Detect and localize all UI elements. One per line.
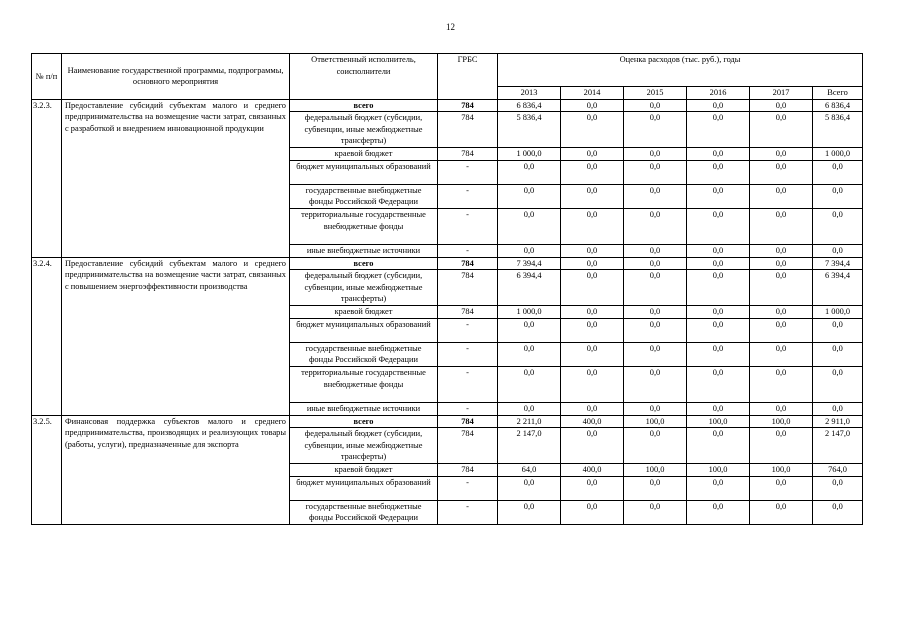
expenditure-table (31, 53, 863, 525)
grbs-code: 784 (438, 428, 498, 464)
header-year: 2016 (687, 87, 750, 100)
header-year: 2017 (750, 87, 813, 100)
value-year: 0,0 (624, 208, 687, 244)
value-year: 0,0 (561, 99, 624, 112)
funding-source: территориальные государственные внебюджетные фонды (290, 366, 438, 402)
value-year: 0,0 (561, 208, 624, 244)
value-year: 0,0 (498, 160, 561, 184)
value-total: 7 394,4 (813, 257, 863, 270)
value-year: 0,0 (561, 318, 624, 342)
grbs-code: - (438, 342, 498, 366)
value-year: 0,0 (498, 366, 561, 402)
header-num: № п/п (32, 54, 62, 100)
value-total: 0,0 (813, 318, 863, 342)
value-total: 6 394,4 (813, 270, 863, 306)
grbs-code: 784 (438, 270, 498, 306)
value-year: 0,0 (750, 160, 813, 184)
value-year: 100,0 (687, 415, 750, 428)
value-year: 0,0 (561, 184, 624, 208)
value-year: 0,0 (624, 500, 687, 524)
value-year: 0,0 (498, 476, 561, 500)
value-year: 0,0 (750, 208, 813, 244)
grbs-code: 784 (438, 148, 498, 161)
value-year: 0,0 (750, 257, 813, 270)
value-year: 100,0 (750, 464, 813, 477)
table-header (32, 54, 863, 100)
value-year: 0,0 (498, 342, 561, 366)
grbs-code: - (438, 160, 498, 184)
value-total: 0,0 (813, 476, 863, 500)
value-year: 0,0 (561, 244, 624, 257)
value-year: 0,0 (687, 306, 750, 319)
value-year: 100,0 (624, 464, 687, 477)
value-year: 0,0 (561, 160, 624, 184)
value-year: 0,0 (750, 184, 813, 208)
value-year: 0,0 (750, 402, 813, 415)
value-year: 0,0 (750, 112, 813, 148)
value-total: 6 836,4 (813, 99, 863, 112)
value-year: 5 836,4 (498, 112, 561, 148)
value-year: 0,0 (687, 342, 750, 366)
grbs-code: 784 (438, 257, 498, 270)
value-year: 0,0 (624, 270, 687, 306)
value-year: 2 211,0 (498, 415, 561, 428)
value-total: 0,0 (813, 184, 863, 208)
value-year: 0,0 (561, 257, 624, 270)
value-total: 0,0 (813, 402, 863, 415)
funding-source: территориальные государственные внебюджетные фонды (290, 208, 438, 244)
funding-source: краевой бюджет (290, 148, 438, 161)
value-year: 0,0 (624, 112, 687, 148)
value-year: 0,0 (561, 476, 624, 500)
grbs-code: - (438, 402, 498, 415)
value-year: 0,0 (624, 257, 687, 270)
value-year: 7 394,4 (498, 257, 561, 270)
value-year: 0,0 (687, 244, 750, 257)
funding-source: краевой бюджет (290, 464, 438, 477)
funding-source: иные внебюджетные источники (290, 402, 438, 415)
value-year: 0,0 (498, 402, 561, 415)
value-year: 0,0 (687, 257, 750, 270)
value-year: 0,0 (687, 476, 750, 500)
value-year: 0,0 (561, 148, 624, 161)
value-year: 0,0 (750, 318, 813, 342)
header-grbs: ГРБС (438, 54, 498, 100)
header-responsible: Ответственный исполнитель, соисполнители (290, 54, 438, 100)
value-year: 0,0 (561, 270, 624, 306)
value-year: 6 836,4 (498, 99, 561, 112)
value-year: 0,0 (687, 428, 750, 464)
value-year: 0,0 (498, 208, 561, 244)
funding-source: государственные внебюджетные фонды Российской Федерации (290, 500, 438, 524)
table-row (32, 415, 863, 428)
value-total: 0,0 (813, 160, 863, 184)
grbs-code: - (438, 184, 498, 208)
value-year: 0,0 (750, 270, 813, 306)
value-year: 0,0 (561, 428, 624, 464)
grbs-code: 784 (438, 415, 498, 428)
value-year: 0,0 (624, 184, 687, 208)
value-total: 0,0 (813, 342, 863, 366)
value-total: 0,0 (813, 500, 863, 524)
header-year: 2014 (561, 87, 624, 100)
value-year: 0,0 (750, 366, 813, 402)
header-year: 2015 (624, 87, 687, 100)
grbs-code: - (438, 366, 498, 402)
table-body (32, 99, 863, 524)
funding-source: федеральный бюджет (субсидии, субвенции, иные межбюджетные трансферты) (290, 270, 438, 306)
value-year: 1 000,0 (498, 306, 561, 319)
funding-source: всего (290, 415, 438, 428)
item-number: 3.2.3. (32, 99, 62, 257)
grbs-code: 784 (438, 306, 498, 319)
value-year: 0,0 (750, 244, 813, 257)
value-year: 0,0 (561, 500, 624, 524)
value-year: 0,0 (624, 428, 687, 464)
funding-source: государственные внебюджетные фонды Российской Федерации (290, 184, 438, 208)
value-year: 0,0 (561, 342, 624, 366)
funding-source: федеральный бюджет (субсидии, субвенции, иные межбюджетные трансферты) (290, 112, 438, 148)
value-year: 0,0 (624, 366, 687, 402)
funding-source: бюджет муниципальных образований (290, 160, 438, 184)
value-year: 0,0 (561, 306, 624, 319)
value-year: 0,0 (561, 366, 624, 402)
grbs-code: - (438, 476, 498, 500)
value-year: 0,0 (561, 402, 624, 415)
value-year: 0,0 (687, 112, 750, 148)
value-year: 6 394,4 (498, 270, 561, 306)
grbs-code: 784 (438, 464, 498, 477)
value-total: 5 836,4 (813, 112, 863, 148)
value-year: 0,0 (624, 99, 687, 112)
value-year: 0,0 (624, 342, 687, 366)
value-year: 0,0 (687, 99, 750, 112)
value-year: 0,0 (498, 184, 561, 208)
funding-source: федеральный бюджет (субсидии, субвенции, иные межбюджетные трансферты) (290, 428, 438, 464)
value-total: 1 000,0 (813, 148, 863, 161)
funding-source: бюджет муниципальных образований (290, 476, 438, 500)
value-year: 400,0 (561, 415, 624, 428)
program-name: Предоставление субсидий субъектам малого и среднего предпринимательства на возмещение части затрат, связанных с повышением энергоэффективности производства (62, 257, 290, 415)
value-year: 0,0 (624, 476, 687, 500)
table-row (32, 257, 863, 270)
grbs-code: 784 (438, 112, 498, 148)
value-year: 0,0 (687, 148, 750, 161)
value-year: 0,0 (687, 184, 750, 208)
header-estimate: Оценка расходов (тыс. руб.), годы (498, 54, 863, 87)
value-total: 0,0 (813, 244, 863, 257)
value-total: 2 911,0 (813, 415, 863, 428)
funding-source: иные внебюджетные источники (290, 244, 438, 257)
value-year: 0,0 (750, 148, 813, 161)
value-total: 2 147,0 (813, 428, 863, 464)
value-year: 0,0 (687, 366, 750, 402)
value-year: 0,0 (750, 342, 813, 366)
value-year: 0,0 (624, 160, 687, 184)
grbs-code: 784 (438, 99, 498, 112)
value-total: 0,0 (813, 366, 863, 402)
grbs-code: - (438, 208, 498, 244)
value-year: 0,0 (750, 500, 813, 524)
value-total: 0,0 (813, 208, 863, 244)
value-total: 764,0 (813, 464, 863, 477)
value-year: 0,0 (687, 160, 750, 184)
value-year: 0,0 (561, 112, 624, 148)
table-row (32, 99, 863, 112)
value-year: 100,0 (687, 464, 750, 477)
value-year: 0,0 (750, 428, 813, 464)
value-year: 100,0 (624, 415, 687, 428)
value-year: 400,0 (561, 464, 624, 477)
grbs-code: - (438, 244, 498, 257)
value-year: 0,0 (498, 244, 561, 257)
value-year: 64,0 (498, 464, 561, 477)
value-year: 0,0 (624, 244, 687, 257)
program-name: Предоставление субсидий субъектам малого и среднего предпринимательства на возмещение части затрат, связанных с разработкой и внедрением инновационной продукции (62, 99, 290, 257)
value-year: 0,0 (750, 99, 813, 112)
value-total: 1 000,0 (813, 306, 863, 319)
funding-source: государственные внебюджетные фонды Российской Федерации (290, 342, 438, 366)
funding-source: всего (290, 257, 438, 270)
value-year: 0,0 (750, 306, 813, 319)
value-year: 0,0 (687, 270, 750, 306)
value-year: 0,0 (687, 208, 750, 244)
header-year-total: Всего (813, 87, 863, 100)
value-year: 0,0 (498, 500, 561, 524)
page-number: 12 (446, 22, 455, 32)
value-year: 0,0 (498, 318, 561, 342)
program-name: Финансовая поддержка субъектов малого и среднего предпринимательства, производящих и реализующих товары (работы, услуги), предназначенные для экспорта (62, 415, 290, 524)
value-year: 0,0 (624, 318, 687, 342)
value-year: 0,0 (624, 148, 687, 161)
value-year: 0,0 (750, 476, 813, 500)
value-year: 0,0 (624, 306, 687, 319)
item-number: 3.2.5. (32, 415, 62, 524)
value-year: 0,0 (687, 318, 750, 342)
header-year: 2013 (498, 87, 561, 100)
grbs-code: - (438, 500, 498, 524)
value-year: 0,0 (687, 500, 750, 524)
value-year: 0,0 (624, 402, 687, 415)
header-name: Наименование государственной программы, подпрограммы, основного мероприятия (62, 54, 290, 100)
grbs-code: - (438, 318, 498, 342)
value-year: 1 000,0 (498, 148, 561, 161)
value-year: 100,0 (750, 415, 813, 428)
funding-source: всего (290, 99, 438, 112)
value-year: 0,0 (687, 402, 750, 415)
funding-source: бюджет муниципальных образований (290, 318, 438, 342)
funding-source: краевой бюджет (290, 306, 438, 319)
value-year: 2 147,0 (498, 428, 561, 464)
item-number: 3.2.4. (32, 257, 62, 415)
